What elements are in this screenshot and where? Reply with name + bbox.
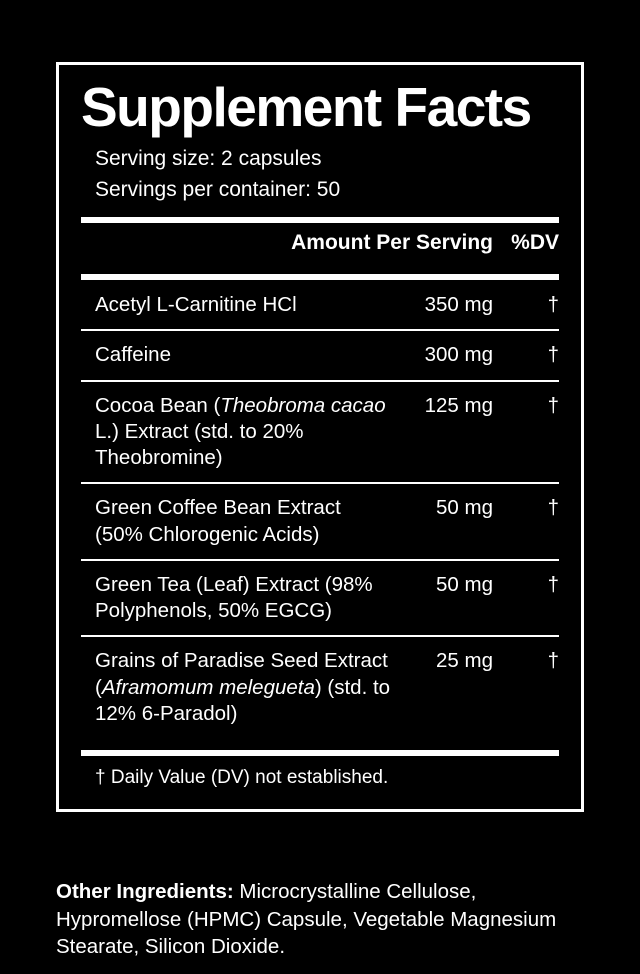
nutrient-dv: † (547, 496, 559, 520)
nutrient-dv: † (547, 393, 559, 417)
table-row (81, 559, 559, 635)
nutrient-dv: † (547, 572, 559, 596)
nutrient-name-italic: Aframomum melegueta (101, 675, 315, 699)
nutrient-name-suffix: L.) Extract (std. to 20% Theobromine) (95, 419, 304, 470)
table-row (81, 380, 559, 483)
column-header-amount: Amount Per Serving (291, 231, 493, 255)
nutrient-amount: 125 mg (424, 393, 493, 417)
other-ingredients (56, 878, 590, 961)
table-row (81, 635, 559, 738)
nutrient-amount: 350 mg (424, 293, 493, 317)
other-ingredients-label: Other Ingredients: (56, 880, 234, 903)
nutrient-name (81, 342, 397, 368)
nutrient-name (81, 292, 397, 318)
table-row (81, 482, 559, 558)
other-ingredients-text: Microcrystalline Cellulose, Hypromellose (HPMC) Capsule, Vegetable Magnesium Stearate, Silicon Dioxide. (56, 880, 557, 959)
nutrient-table (81, 280, 559, 738)
nutrient-name-text: Acetyl L-Carnitine HCl (95, 293, 297, 317)
supplement-facts-panel (56, 62, 584, 812)
serving-size: Serving size: 2 capsules (95, 147, 322, 171)
daily-value-footnote: † Daily Value (DV) not established. (95, 767, 389, 789)
nutrient-amount: 50 mg (436, 496, 493, 520)
page-title: Supplement Facts (81, 76, 531, 138)
nutrient-dv: † (547, 649, 559, 673)
nutrient-name-suffix: ) (std. to 12% 6-Paradol) (95, 675, 391, 725)
nutrient-amount: 300 mg (424, 343, 493, 367)
table-header (81, 223, 559, 262)
nutrient-amount: 25 mg (436, 649, 493, 673)
nutrient-name (81, 495, 397, 547)
nutrient-name-text: Caffeine (95, 343, 171, 367)
nutrient-name (81, 393, 397, 472)
nutrient-dv: † (547, 293, 559, 317)
nutrient-name-text: Grains of Paradise Seed Extract ( (95, 649, 388, 699)
nutrient-name-text: Cocoa Bean ( (95, 393, 221, 417)
servings-per-container: Servings per container: 50 (95, 178, 341, 202)
nutrient-name-italic: Theobroma cacao (220, 393, 386, 417)
table-row (81, 280, 559, 329)
nutrient-name-text: Green Tea (Leaf) Extract (98% Polyphenols, 50% EGCG) (95, 572, 373, 623)
nutrient-amount: 50 mg (436, 572, 493, 596)
nutrient-dv: † (547, 343, 559, 367)
column-header-dv: %DV (511, 231, 559, 255)
table-row (81, 329, 559, 379)
nutrient-name (81, 648, 397, 727)
nutrient-name (81, 572, 397, 624)
nutrient-name-text: Green Coffee Bean Extract (50% Chlorogenic Acids) (95, 496, 341, 546)
